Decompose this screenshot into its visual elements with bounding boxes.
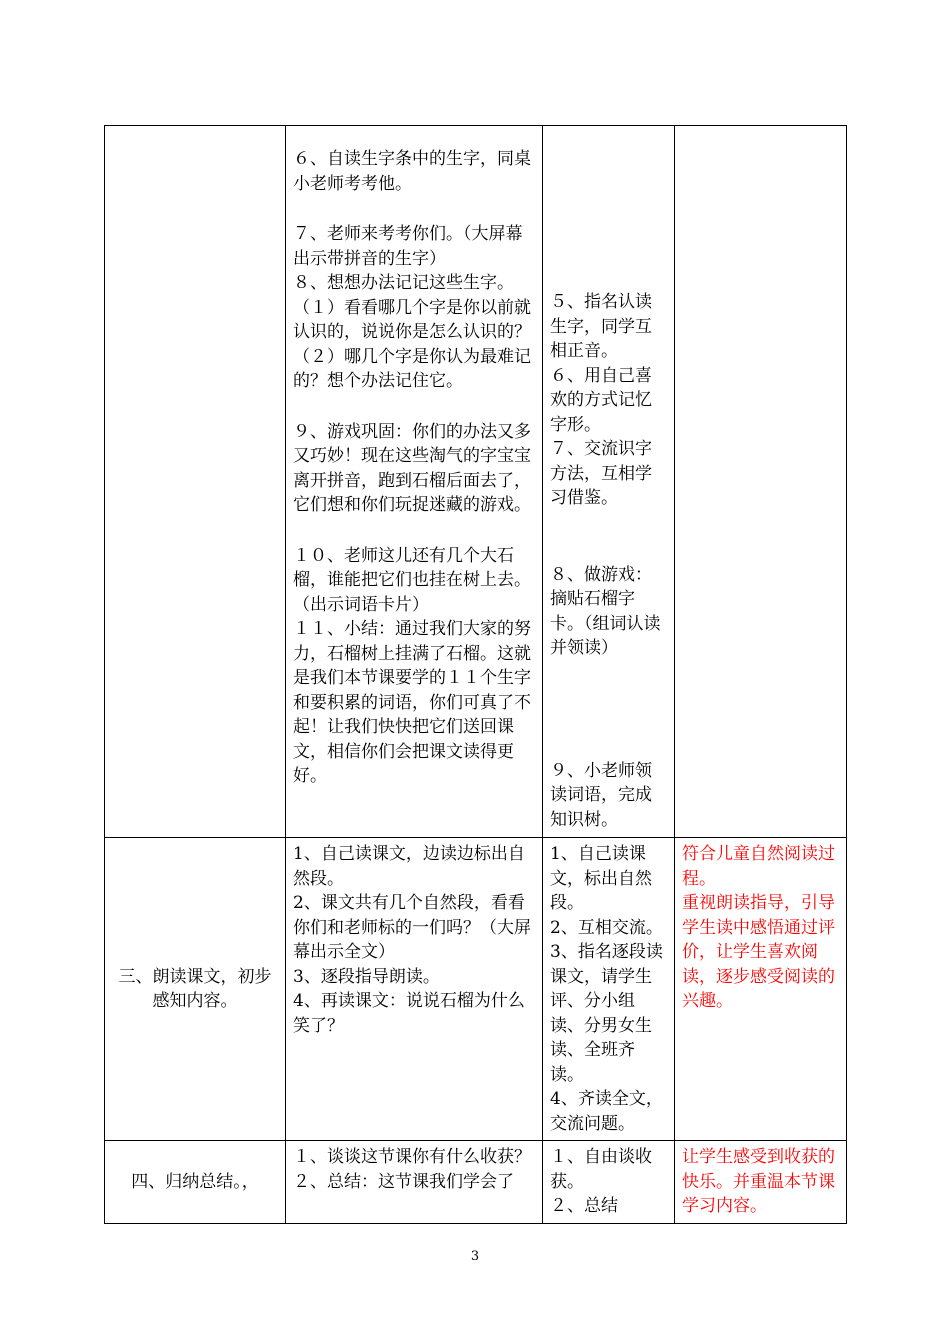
- intent-item: 重视朗读指导，引导学生读中感悟通过评价，让学生喜欢阅读，逐步感受阅读的兴趣。: [682, 893, 835, 1011]
- page-number: 3: [470, 1249, 480, 1264]
- teacher-item: ６、自读生字条中的生字，同桌小老师考考他。: [293, 149, 531, 194]
- teacher-item: ９、游戏巩固：你们的办法又多又巧妙！现在这些淘气的字宝宝离开拼音，跑到石榴后面去了，它们想和你们玩捉迷藏的游戏。: [293, 421, 531, 515]
- design-intent-cell: [675, 126, 847, 838]
- design-intent-cell: [675, 1141, 847, 1224]
- stage-cell: 三、朗读课文，初步感知内容。: [105, 838, 286, 1141]
- student-item: １、自由谈收获。: [550, 1147, 652, 1192]
- teacher-item: １、谈谈这节课你有什么收获？: [293, 1147, 531, 1167]
- lesson-plan-table: [104, 125, 847, 1224]
- table-row: [105, 1141, 847, 1224]
- stage-cell: 四、归纳总结。，: [105, 1141, 286, 1224]
- teacher-item: （２）哪几个字是你认为最难记的？想个办法记住它。: [293, 346, 531, 391]
- teacher-item: 2、课文共有几个自然段，看看你们和老师标的一们吗？（大屏幕出示全文）: [293, 893, 531, 962]
- student-item: ２、总结: [550, 1196, 618, 1216]
- student-item: 3、指名逐段读课文，请学生评、分小组读、分男女生读、全班齐读。: [550, 942, 663, 1085]
- intent-item: 让学生感受到收获的快乐。并重温本节课学习内容。: [682, 1147, 835, 1216]
- teacher-activity-cell: [286, 126, 543, 838]
- stage-cell: [105, 126, 286, 838]
- student-item: ９、小老师领读词语，完成知识树。: [550, 760, 652, 830]
- student-item: ５、指名认读生字，同学互相正音。: [550, 292, 652, 361]
- teacher-item: 4、再读课文：说说石榴为什么笑了？: [293, 991, 525, 1036]
- student-activity-cell: [543, 838, 675, 1141]
- intent-item: 符合儿童自然阅读过程。: [682, 844, 835, 889]
- teacher-item: 3、逐段指导朗读。: [293, 966, 440, 987]
- teacher-activity-cell: [286, 1141, 543, 1224]
- student-item: 1、自己读课文，标出自然段。: [550, 844, 652, 913]
- student-item: ６、用自己喜欢的方式记忆字形。: [550, 365, 652, 435]
- teacher-item: ７、老师来考考你们。（大屏幕出示带拼音的生字）: [293, 224, 523, 269]
- table-row: [105, 838, 847, 1141]
- student-activity-cell: [543, 126, 675, 838]
- student-item: ７、交流识字方法，互相学习借鉴。: [550, 439, 652, 508]
- teacher-item: （１）看看哪几个字是你以前就认识的，说说你是怎么认识的？: [293, 297, 531, 342]
- design-intent-cell: [675, 838, 847, 1141]
- student-item: 4、齐读全文，交流问题。: [550, 1089, 663, 1134]
- teacher-activity-cell: [286, 838, 543, 1141]
- student-item: ８、做游戏：摘贴石榴字卡。（组词认读并领读）: [550, 564, 661, 658]
- student-activity-cell: [543, 1141, 675, 1224]
- teacher-item: 1、自己读课文，边读边标出自然段。: [293, 844, 525, 889]
- teacher-item: １１、小结：通过我们大家的努力，石榴树上挂满了石榴。这就是我们本节课要学的１１个生字和要积累的词语，你们可真了不起！让我们快快把它们送回课文，相信你们会把课文读得更好。: [293, 619, 531, 786]
- teacher-item: ２、总结：这节课我们学会了: [293, 1171, 514, 1192]
- teacher-item: １０、老师这儿还有几个大石榴，谁能把它们也挂在树上去。（出示词语卡片）: [293, 545, 531, 615]
- table-row: [105, 126, 847, 838]
- teacher-item: ８、想想办法记记这些生字。: [293, 273, 514, 293]
- student-item: 2、互相交流。: [550, 917, 663, 938]
